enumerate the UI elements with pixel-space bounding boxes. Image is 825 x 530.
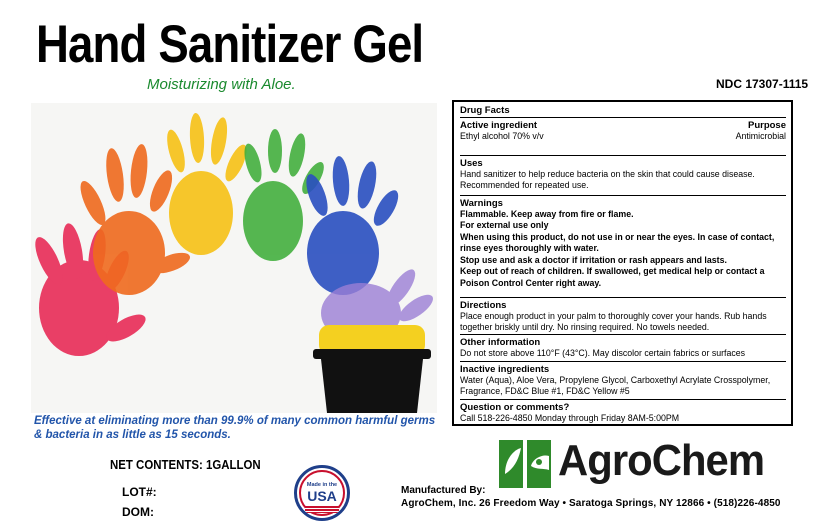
handprints-art (31, 103, 437, 413)
effectiveness-statement: Effective at eliminating more than 99.9% of many common harmful germs & bacteria in as little as 15 seconds. (34, 415, 436, 441)
inactive-ingredients-section (460, 362, 786, 400)
manufacturer-address: AgroChem, Inc. 26 Freedom Way • Saratoga Springs, NY 12866 • (518)226-4850 (401, 498, 781, 509)
ndc-number: NDC 17307-1115 (716, 77, 809, 91)
warnings-section (460, 196, 786, 298)
purpose-heading: Purpose (747, 120, 786, 131)
agrochem-logo-icon (499, 440, 551, 488)
warning-flammable: Flammable. Keep away from fire or flame. (460, 208, 634, 219)
questions-heading: Question or comments? (460, 401, 570, 413)
warnings-heading: Warnings (460, 197, 503, 209)
handprints-artwork (31, 103, 437, 413)
directions-section (460, 298, 786, 335)
uses-heading: Uses (460, 157, 483, 169)
warning-eyes: When using this product, do not use in or near the eyes. In case of contact, rinse eyes thoroughly with water. (460, 231, 775, 253)
date-of-manufacture-label: DOM: (122, 505, 154, 519)
net-contents: NET CONTENTS: 1GALLON (110, 457, 261, 472)
questions-text: Call 518-226-4850 Monday through Friday 8AM-5:00PM (460, 412, 680, 423)
uses-section (460, 156, 786, 196)
other-information-text: Do not store above 110°F (43°C). May discolor certain fabrics or surfaces (460, 347, 746, 358)
agrochem-logo-text: AgroChem (558, 436, 765, 485)
active-ingredient-heading: Active ingredient (460, 120, 538, 131)
warning-stop-use: Stop use and ask a doctor if irritation or rash appears and lasts. (460, 254, 727, 265)
made-in-usa-badge (294, 465, 350, 521)
product-subtitle: Moisturizing with Aloe. (147, 76, 296, 93)
product-title: Hand Sanitizer Gel (36, 15, 424, 74)
flag-stripes-icon (305, 506, 339, 513)
drug-facts-panel (452, 100, 793, 426)
lot-number-label: LOT#: (122, 485, 157, 499)
inactive-ingredients-heading: Inactive ingredients (460, 363, 550, 375)
other-information-heading: Other information (460, 336, 541, 348)
badge-made-in-text: Made in the (306, 482, 338, 488)
drug-facts-title: Drug Facts (460, 105, 786, 118)
questions-section (460, 400, 786, 427)
other-information-section (460, 335, 786, 362)
active-ingredient-value: Ethyl alcohol 70% v/v (460, 131, 544, 141)
uses-text: Hand sanitizer to help reduce bacteria on the skin that could cause disease. Recommended for repeated use. (460, 168, 755, 190)
directions-text: Place enough product in your palm to thoroughly cover your hands. Rub hands together briskly until dry. No rinsing required. No towels needed. (460, 310, 767, 332)
inactive-ingredients-text: Water (Aqua), Aloe Vera, Propylene Glycol, Carboxethyl Acrylate Crosspolymer, Fragrance, FD&C Blue #1, FD&C Yellow #5 (460, 374, 771, 396)
purpose-value: Antimicrobial (735, 131, 786, 141)
warning-children: Keep out of reach of children. If swallowed, get medical help or contact a Poison Control Center right away. (460, 266, 765, 288)
active-ingredient-section (460, 118, 786, 156)
directions-heading: Directions (460, 299, 507, 311)
manufactured-by-label: Manufactured By: (401, 485, 486, 496)
warning-external-use: For external use only (460, 220, 549, 230)
badge-usa-text: USA (307, 488, 337, 504)
